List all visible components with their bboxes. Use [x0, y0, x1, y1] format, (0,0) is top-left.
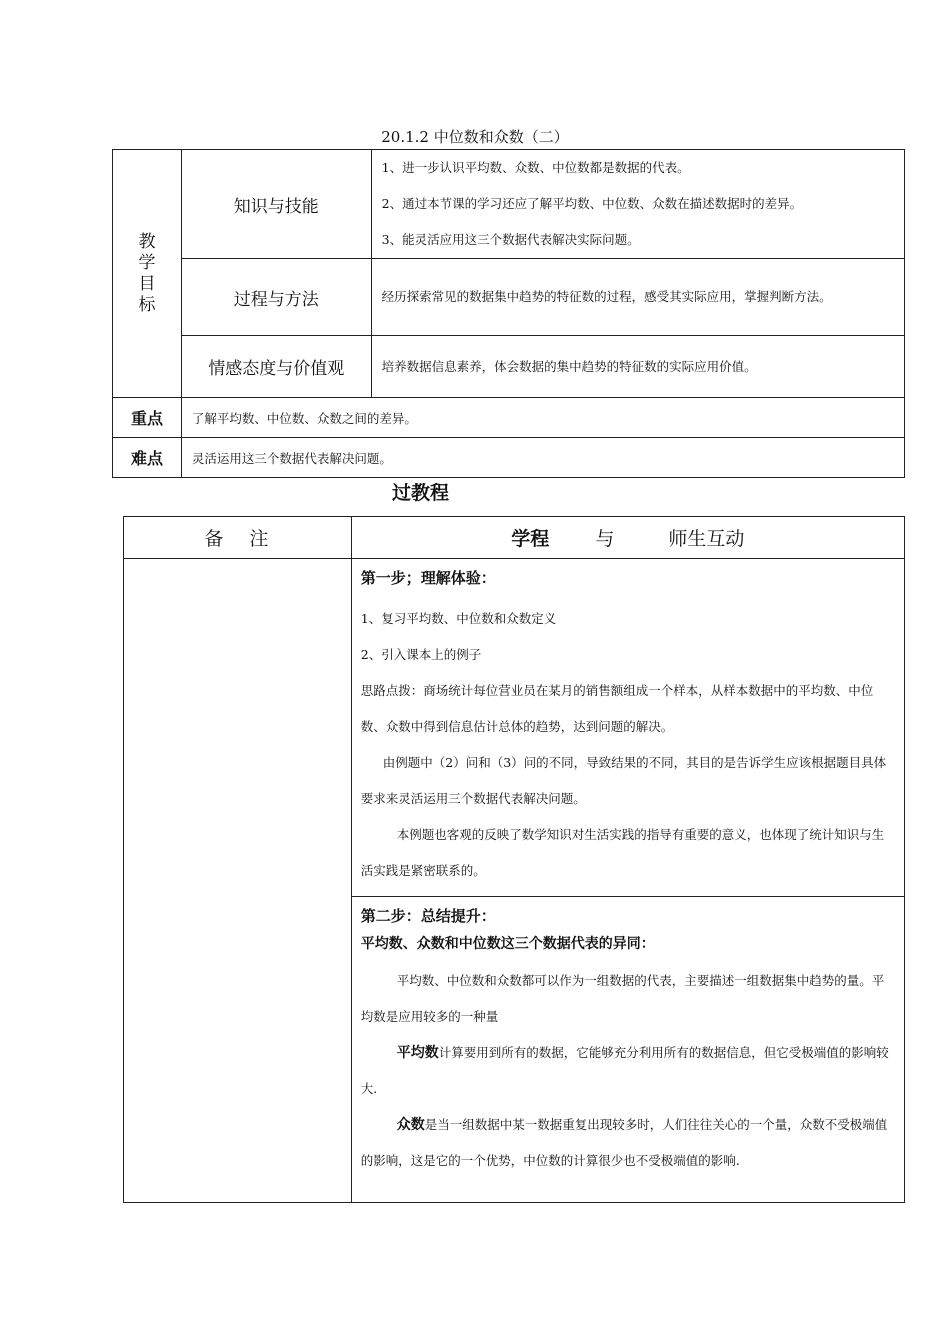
category-process-methods: 过程与方法	[181, 259, 371, 336]
step-one-cell: 第一步；理解体验： 1、复习平均数、中位数和众数定义 2、引入课本上的例子 思路点拨：商场统计每位营业员在某月的销售额组成一个样本，从样本数据中的平均数、中位数、众数中得到信息估计总体的趋势，达到问题的解决。 由例题中（2）问和（3）问的不同，导致结果的不同，其目的是告诉学生应该根据题目具体要求来灵活运用三个数据代表解决问题。 本例题也客观的反映了数学知识对生活实践的指导有重要的意义，也体现了统计知识与生活实践是紧密联系的。	[351, 559, 904, 897]
process-title: 过教程	[392, 482, 450, 504]
step-two-cell	[351, 897, 904, 1203]
step-one-heading: 第一步；理解体验：	[360, 569, 496, 587]
mode-paragraph: 众数是当一组数据中某一数据重复出现较多时，人们往往关心的一个量，众数不受极端值的影响，这是它的一个优势，中位数的计算很少也不受极端值的影响.	[360, 1117, 888, 1168]
notes-column-header: 备 注	[124, 517, 352, 559]
process-methods-items: 经历探索常见的数据集中趋势的特征数的过程，感受其实际应用，掌握判断方法。	[371, 259, 904, 336]
category-attitude-values: 情感态度与价值观	[181, 336, 371, 398]
interaction-column-header: 学程 与 师生互动	[351, 517, 904, 559]
difficulty-text: 灵活运用这三个数据代表解决问题。	[181, 438, 904, 478]
comparison-intro: 平均数、中位数和众数都可以作为一组数据的代表，主要描述一组数据集中趋势的量。平均数是应用较多的一种量	[360, 973, 885, 1024]
teaching-goals-table	[112, 149, 905, 478]
difficulty-label: 难点	[113, 438, 182, 478]
teaching-goals-header: 教 学 目 标	[113, 150, 182, 398]
attitude-values-items: 培养数据信息素养，体会数据的集中趋势的特征数的实际应用价值。	[371, 336, 904, 398]
comparison-heading: 平均数、众数和中位数这三个数据代表的异同：	[360, 936, 655, 952]
teaching-process-table	[123, 516, 905, 1203]
key-point-text: 了解平均数、中位数、众数之间的差异。	[181, 398, 904, 438]
mean-paragraph: 平均数计算要用到所有的数据，它能够充分利用所有的数据信息，但它受极端值的影响较大.	[360, 1045, 889, 1096]
step-two-heading: 第二步：总结提升：	[360, 907, 496, 925]
document-title: 20.1.2 中位数和众数（二）	[381, 128, 569, 146]
key-point-label: 重点	[113, 398, 182, 438]
knowledge-skills-items: 1、进一步认识平均数、众数、中位数都是数据的代表。 2、通过本节课的学习还应了解平均数、中位数、众数在描述数据时的差异。 3、能灵活应用这三个数据代表解决实际问题。	[371, 150, 904, 259]
category-knowledge-skills: 知识与技能	[181, 150, 371, 259]
notes-column	[124, 559, 352, 1203]
